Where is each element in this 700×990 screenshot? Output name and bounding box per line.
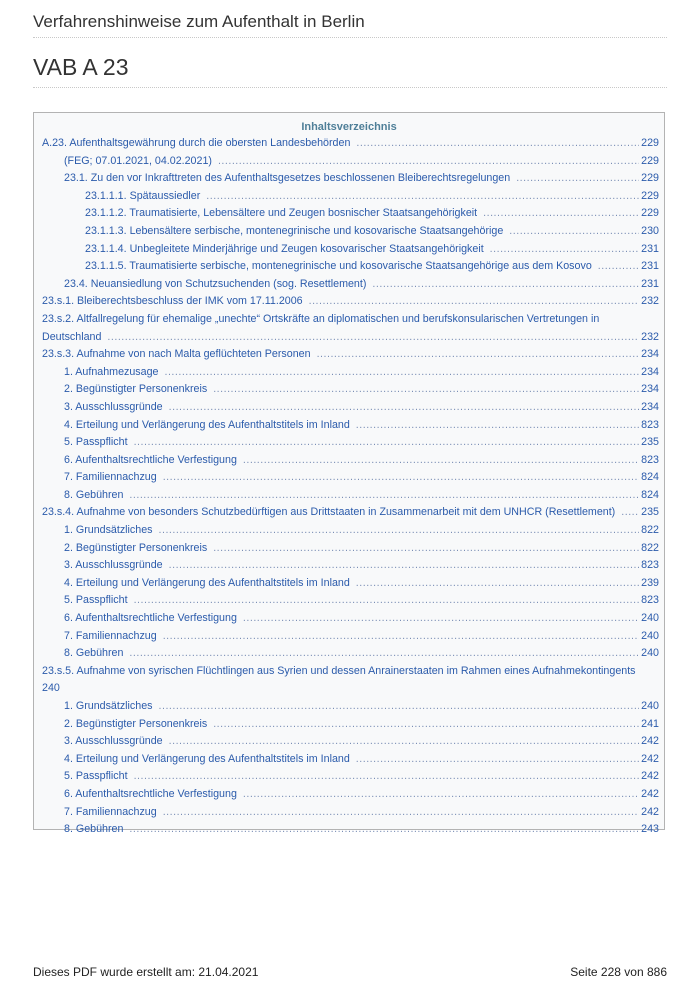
toc-dot-leader [159, 524, 640, 536]
table-of-contents [33, 112, 665, 836]
toc-entry-title: 8. Gebühren [64, 823, 124, 836]
toc-entry-link[interactable] [42, 700, 659, 718]
toc-entry-title: 6. Aufenthaltsrechtliche Verfestigung [64, 453, 237, 466]
toc-entry-title: 2. Begünstigter Personenkreis [64, 541, 208, 554]
toc-entry-link[interactable] [42, 225, 659, 243]
toc-entry-link[interactable] [42, 489, 659, 507]
toc-entry-link[interactable] [42, 243, 659, 261]
toc-page-number: 242 [641, 752, 659, 765]
toc-entry-link[interactable] [42, 753, 659, 771]
toc-page-number: 822 [641, 541, 659, 554]
toc-page-number: 824 [641, 488, 659, 501]
toc-entry-link[interactable] [42, 419, 659, 437]
toc-dot-leader [516, 172, 639, 184]
toc-entry-link[interactable] [42, 735, 659, 753]
running-header: Verfahrenshinweise zum Aufenthalt in Berlin [33, 12, 667, 38]
toc-page-number: 239 [641, 576, 659, 589]
toc-dot-leader [218, 155, 639, 167]
toc-page-number: 234 [641, 365, 659, 378]
toc-dot-leader [134, 594, 640, 606]
toc-entry-title: 4. Erteilung und Verlängerung des Aufenthaltstitels im Inland [64, 576, 350, 589]
toc-page-number: 240 [641, 629, 659, 642]
toc-dot-leader [134, 436, 640, 448]
toc-dot-leader [372, 278, 639, 290]
toc-dot-leader [169, 401, 640, 413]
toc-entry-title: Deutschland [42, 330, 102, 343]
toc-entry-title: 3. Ausschlussgründe [64, 735, 163, 748]
toc-entry-link[interactable] [42, 506, 659, 524]
toc-page-number: 235 [641, 436, 659, 449]
toc-entry-title: 1. Grundsätzliches [64, 700, 153, 712]
toc-entry-title: A.23. Aufenthaltsgewährung durch die obersten Landesbehörden [42, 137, 351, 149]
toc-entry-link[interactable] [42, 313, 659, 331]
toc-dot-leader [129, 823, 639, 835]
toc-entry-link[interactable] [42, 788, 659, 806]
toc-entry-link[interactable] [42, 770, 659, 788]
toc-entry-title: 23.1.1.2. Traumatisierte, Lebensältere und Zeugen bosnischer Staatsangehörigkeit [85, 207, 478, 220]
toc-entry-title: 23.4. Neuansiedlung von Schutzsuchenden (sog. Resettlement) [64, 277, 367, 290]
toc-dot-leader [509, 225, 639, 237]
toc-entry-title: 23.1.1.4. Unbegleitete Minderjährige und Zeugen kosovarischer Staatsangehörigkeit [85, 242, 484, 255]
toc-entry-title: 8. Gebühren [64, 647, 124, 660]
toc-entry-title: 23.1. Zu den vor Inkrafttreten des Aufenthaltsgesetzes beschlossenen Bleiberechtsregelungen [64, 172, 511, 185]
toc-page-number: 232 [641, 295, 659, 308]
toc-page-number: 243 [641, 823, 659, 836]
toc-page-number: 823 [641, 559, 659, 572]
toc-dot-leader [213, 718, 639, 730]
toc-entry-link[interactable] [42, 366, 659, 384]
toc-dot-leader [598, 260, 639, 272]
toc-dot-leader [243, 612, 639, 624]
toc-entry-title: 6. Aufenthaltsrechtliche Verfestigung [64, 787, 237, 800]
toc-entry-title: 5. Passpflicht [64, 594, 128, 607]
toc-page-number: 229 [641, 207, 659, 220]
toc-page-number: 823 [641, 418, 659, 431]
toc-entry-title: 1. Aufnahmezusage [64, 365, 159, 378]
toc-entry-link[interactable] [42, 594, 659, 612]
toc-entry-title: 23.s.3. Aufnahme von nach Malta geflüchteten Personen [42, 348, 311, 361]
toc-entry-title: 23.1.1.3. Lebensältere serbische, montenegrinische und kosovarische Staatsangehörige [85, 224, 504, 237]
toc-entry-title: 5. Passpflicht [64, 770, 128, 783]
toc-entry-link[interactable] [42, 172, 659, 190]
toc-entry-link[interactable] [42, 806, 659, 824]
toc-entry-title: 23.s.2. Altfallregelung für ehemalige „unechte“ Ortskräfte an diplomatischen und berufskonsularischen Vertretungen in [42, 312, 600, 325]
toc-entry-link[interactable] [42, 524, 659, 542]
toc-dot-leader [356, 137, 639, 149]
toc-dot-leader [169, 559, 640, 571]
toc-entry-title: 240 [42, 682, 60, 695]
toc-dot-leader [483, 207, 639, 219]
toc-entry-title: 3. Ausschlussgründe [64, 400, 163, 413]
toc-page-number: 229 [641, 189, 659, 202]
toc-dot-leader [134, 770, 640, 782]
toc-dot-leader [309, 295, 640, 307]
toc-page-number: 234 [641, 348, 659, 361]
toc-entry-title: 5. Passpflicht [64, 436, 128, 449]
toc-page-number: 242 [641, 770, 659, 783]
toc-page-number: 240 [641, 700, 659, 712]
toc-page-number: 229 [641, 172, 659, 185]
toc-entry-link[interactable] [42, 682, 659, 700]
toc-dot-leader [163, 806, 639, 818]
toc-dot-leader [129, 647, 639, 659]
toc-page-number: 234 [641, 383, 659, 396]
toc-entry-link[interactable] [42, 207, 659, 225]
toc-page-number: 822 [641, 524, 659, 537]
toc-entry-link[interactable] [42, 190, 659, 208]
toc-entry-link[interactable] [42, 647, 659, 665]
toc-list [42, 137, 659, 841]
toc-entry-link[interactable] [42, 612, 659, 630]
toc-entry-link[interactable] [42, 454, 659, 472]
toc-dot-leader [213, 542, 639, 554]
toc-entry-title: 7. Familiennachzug [64, 471, 157, 484]
toc-dot-leader [213, 383, 639, 395]
toc-entry-link[interactable] [42, 577, 659, 595]
toc-heading: Inhaltsverzeichnis [301, 121, 397, 133]
toc-dot-leader [206, 190, 639, 202]
toc-entry-title: 23.s.1. Bleiberechtsbeschluss der IMK vom 17.11.2006 [42, 295, 303, 308]
toc-page-number: 240 [641, 647, 659, 660]
toc-dot-leader [317, 348, 640, 360]
toc-entry-title: 3. Ausschlussgründe [64, 559, 163, 572]
toc-entry-title: 23.s.5. Aufnahme von syrischen Flüchtlingen aus Syrien und dessen Anrainerstaaten im Rahmen eines Aufnahmekontingents [42, 664, 636, 677]
toc-page-number: 242 [641, 787, 659, 800]
toc-page-number: 229 [641, 154, 659, 167]
toc-dot-leader [159, 700, 640, 712]
toc-entry-link[interactable] [42, 137, 659, 155]
toc-entry-link[interactable] [42, 542, 659, 560]
toc-entry-title: 23.1.1.1. Spätaussiedler [85, 189, 201, 202]
toc-entry-title: 8. Gebühren [64, 488, 124, 501]
toc-dot-leader [356, 577, 639, 589]
toc-dot-leader [163, 630, 639, 642]
toc-entry-title: 23.1.1.5. Traumatisierte serbische, montenegrinische und kosovarische Staatsangehörige aus dem Kosovo [85, 260, 592, 273]
toc-entry-title: 6. Aufenthaltsrechtliche Verfestigung [64, 612, 237, 625]
toc-page-number: 240 [641, 612, 659, 625]
toc-page-number: 235 [641, 506, 659, 519]
toc-entry-link[interactable] [42, 348, 659, 366]
toc-entry-link[interactable] [42, 383, 659, 401]
toc-entry-title: (FEG; 07.01.2021, 04.02.2021) [64, 154, 212, 167]
toc-dot-leader [490, 243, 639, 255]
toc-page-number: 231 [641, 242, 659, 255]
toc-page-number: 229 [641, 137, 659, 149]
toc-dot-leader [129, 489, 639, 501]
toc-page-number: 230 [641, 224, 659, 237]
toc-entry-link[interactable] [42, 278, 659, 296]
toc-page-number: 241 [641, 717, 659, 730]
toc-page-number: 231 [641, 277, 659, 290]
toc-page-number: 242 [641, 805, 659, 818]
toc-dot-leader [621, 506, 639, 518]
toc-entry-link[interactable] [42, 630, 659, 648]
toc-dot-leader [169, 735, 640, 747]
footer-created-date: Dieses PDF wurde erstellt am: 21.04.2021 [33, 965, 259, 979]
toc-entry-title: 7. Familiennachzug [64, 805, 157, 818]
toc-dot-leader [163, 471, 639, 483]
toc-dot-leader [243, 454, 639, 466]
toc-entry-link[interactable] [42, 559, 659, 577]
toc-entry-link[interactable] [42, 331, 659, 349]
toc-dot-leader [356, 753, 639, 765]
toc-page-number: 824 [641, 471, 659, 484]
toc-entry-link[interactable] [42, 295, 659, 313]
toc-entry-link[interactable] [42, 471, 659, 489]
toc-entry-link[interactable] [42, 260, 659, 278]
toc-dot-leader [107, 331, 639, 343]
toc-entry-title: 7. Familiennachzug [64, 629, 157, 642]
toc-entry-link[interactable] [42, 823, 659, 841]
footer-page-number: Seite 228 von 886 [570, 965, 667, 979]
toc-entry-title: 4. Erteilung und Verlängerung des Aufenthaltstitels im Inland [64, 752, 350, 765]
toc-entry-link[interactable] [42, 401, 659, 419]
toc-dot-leader [356, 419, 639, 431]
toc-entry-title: 4. Erteilung und Verlängerung des Aufenthaltstitels im Inland [64, 418, 350, 431]
toc-entry-link[interactable] [42, 665, 659, 683]
toc-entry-link[interactable] [42, 718, 659, 736]
toc-page-number: 232 [641, 330, 659, 343]
toc-page-number: 823 [641, 594, 659, 607]
toc-entry-title: 23.s.4. Aufnahme von besonders Schutzbedürftigen aus Drittstaaten in Zusammenarbeit mit dem UNHCR (Resettlement) [42, 506, 616, 519]
document-title: VAB A 23 [33, 54, 667, 88]
toc-entry-link[interactable] [42, 155, 659, 173]
toc-entry-link[interactable] [42, 436, 659, 454]
toc-entry-title: 2. Begünstigter Personenkreis [64, 717, 208, 730]
toc-page-number: 231 [641, 260, 659, 273]
toc-page-number: 823 [641, 453, 659, 466]
toc-entry-title: 1. Grundsätzliches [64, 524, 153, 537]
toc-page-number: 242 [641, 735, 659, 748]
toc-dot-leader [243, 788, 639, 800]
toc-dot-leader [164, 366, 639, 378]
toc-page-number: 234 [641, 400, 659, 413]
toc-entry-title: 2. Begünstigter Personenkreis [64, 383, 208, 396]
